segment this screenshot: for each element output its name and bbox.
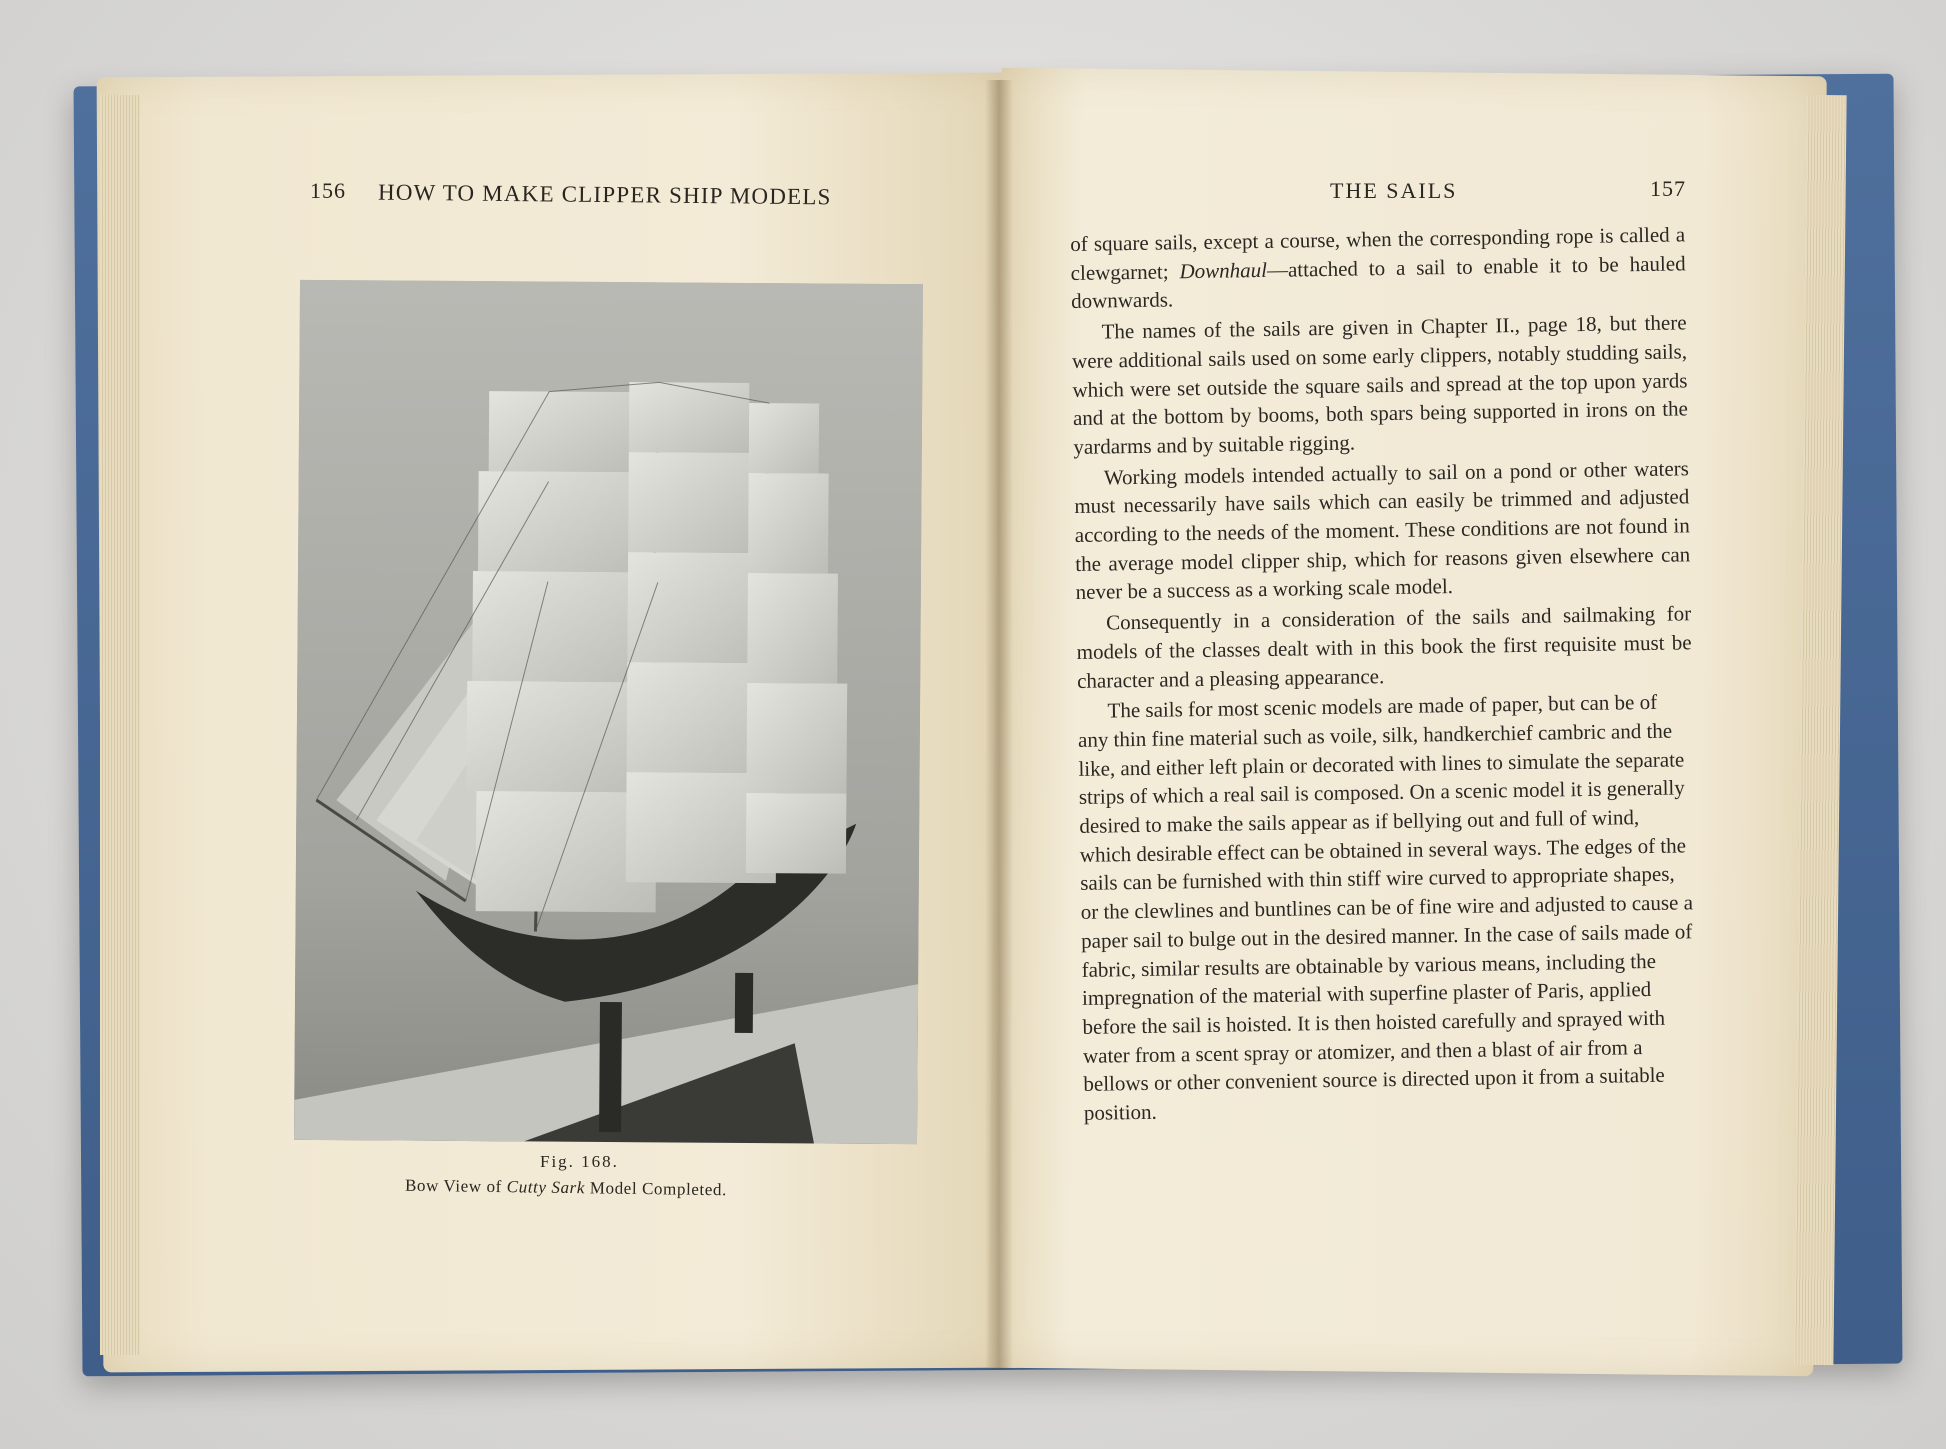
paragraph-3: Working models intended actually to sail on a pond or other waters must necessarily have sails which can easily be trimmed and adjusted according to the needs of the moment. These conditions are not found in the average model clipper ship, which for reasons given elsewhere can never be a success as a working scale model. bbox=[1074, 455, 1691, 605]
paragraph-1-end: —attached to a sail to enable it to be hauled downwards. bbox=[1070, 251, 1686, 314]
left-running-title: HOW TO MAKE CLIPPER SHIP MODELS bbox=[377, 179, 832, 210]
figure-caption-end: Model Completed. bbox=[584, 1178, 728, 1200]
paragraph-5: The sails for most scenic models are made of paper, but can be of any thin fine material such as voile, silk, handkerchief cambric and the like, and either left plain or decorated with lines to simulate the separate strips of which a real sail is composed. On a scenic model it is generally desired to make the sails appear as if bellying out and full of wind, which desirable effect can be obtained in several ways. The edges of the sails can be furnished with thin stiff wire curved to appropriate shapes, or the clewlines and buntlines can be of fine wire and adjusted to cause a paper sail to bulge out in the desired manner. In the case of sails made of fabric, similar results are obtainable by various means, including the impregnation of the material with superfine plaster of Paris, applied before the sail is hoisted. It is then hoisted carefully and sprayed with water from a scent spray or atomizer, and then a blast of air from a bellows or other convenient source is directed upon it from a suitable position. bbox=[1077, 690, 1694, 1125]
right-page-number: 157 bbox=[1650, 176, 1686, 201]
figure-caption-start: Bow View of bbox=[404, 1175, 507, 1197]
paragraph-4: Consequently in a consideration of the sails and sailmaking for models of the classes dealt with in this book the first requisite must be character and a pleasing appearance. bbox=[1076, 601, 1692, 693]
book-gutter bbox=[985, 80, 1013, 1370]
left-page-number: 156 bbox=[310, 178, 346, 203]
clipper-ship-illustration bbox=[294, 280, 923, 1144]
left-page-edges bbox=[100, 95, 140, 1355]
figure-caption-ship-name: Cutty Sark bbox=[506, 1177, 586, 1198]
paragraph-2: The names of the sails are given in Chapter II., page 18, but there were additional sails used on some early clippers, notably studding sails, which were set outside the square sails and spread at the top upon yards and at the bottom by booms, both spars being supported in irons on the yardarms and by suitable rigging. bbox=[1071, 310, 1689, 459]
paragraph-1 bbox=[1070, 220, 1686, 316]
right-running-title: THE SAILS bbox=[1330, 178, 1458, 203]
right-page-body-text bbox=[1070, 220, 1699, 1129]
figure-label: Fig. 168. bbox=[540, 1152, 619, 1171]
paragraph-1-start: of square sails, except a course, when the corresponding rope is called a clewgarnet; bbox=[1070, 222, 1686, 285]
paragraph-1-term: Downhaul bbox=[1179, 257, 1268, 283]
ship-model-photo bbox=[294, 280, 923, 1144]
